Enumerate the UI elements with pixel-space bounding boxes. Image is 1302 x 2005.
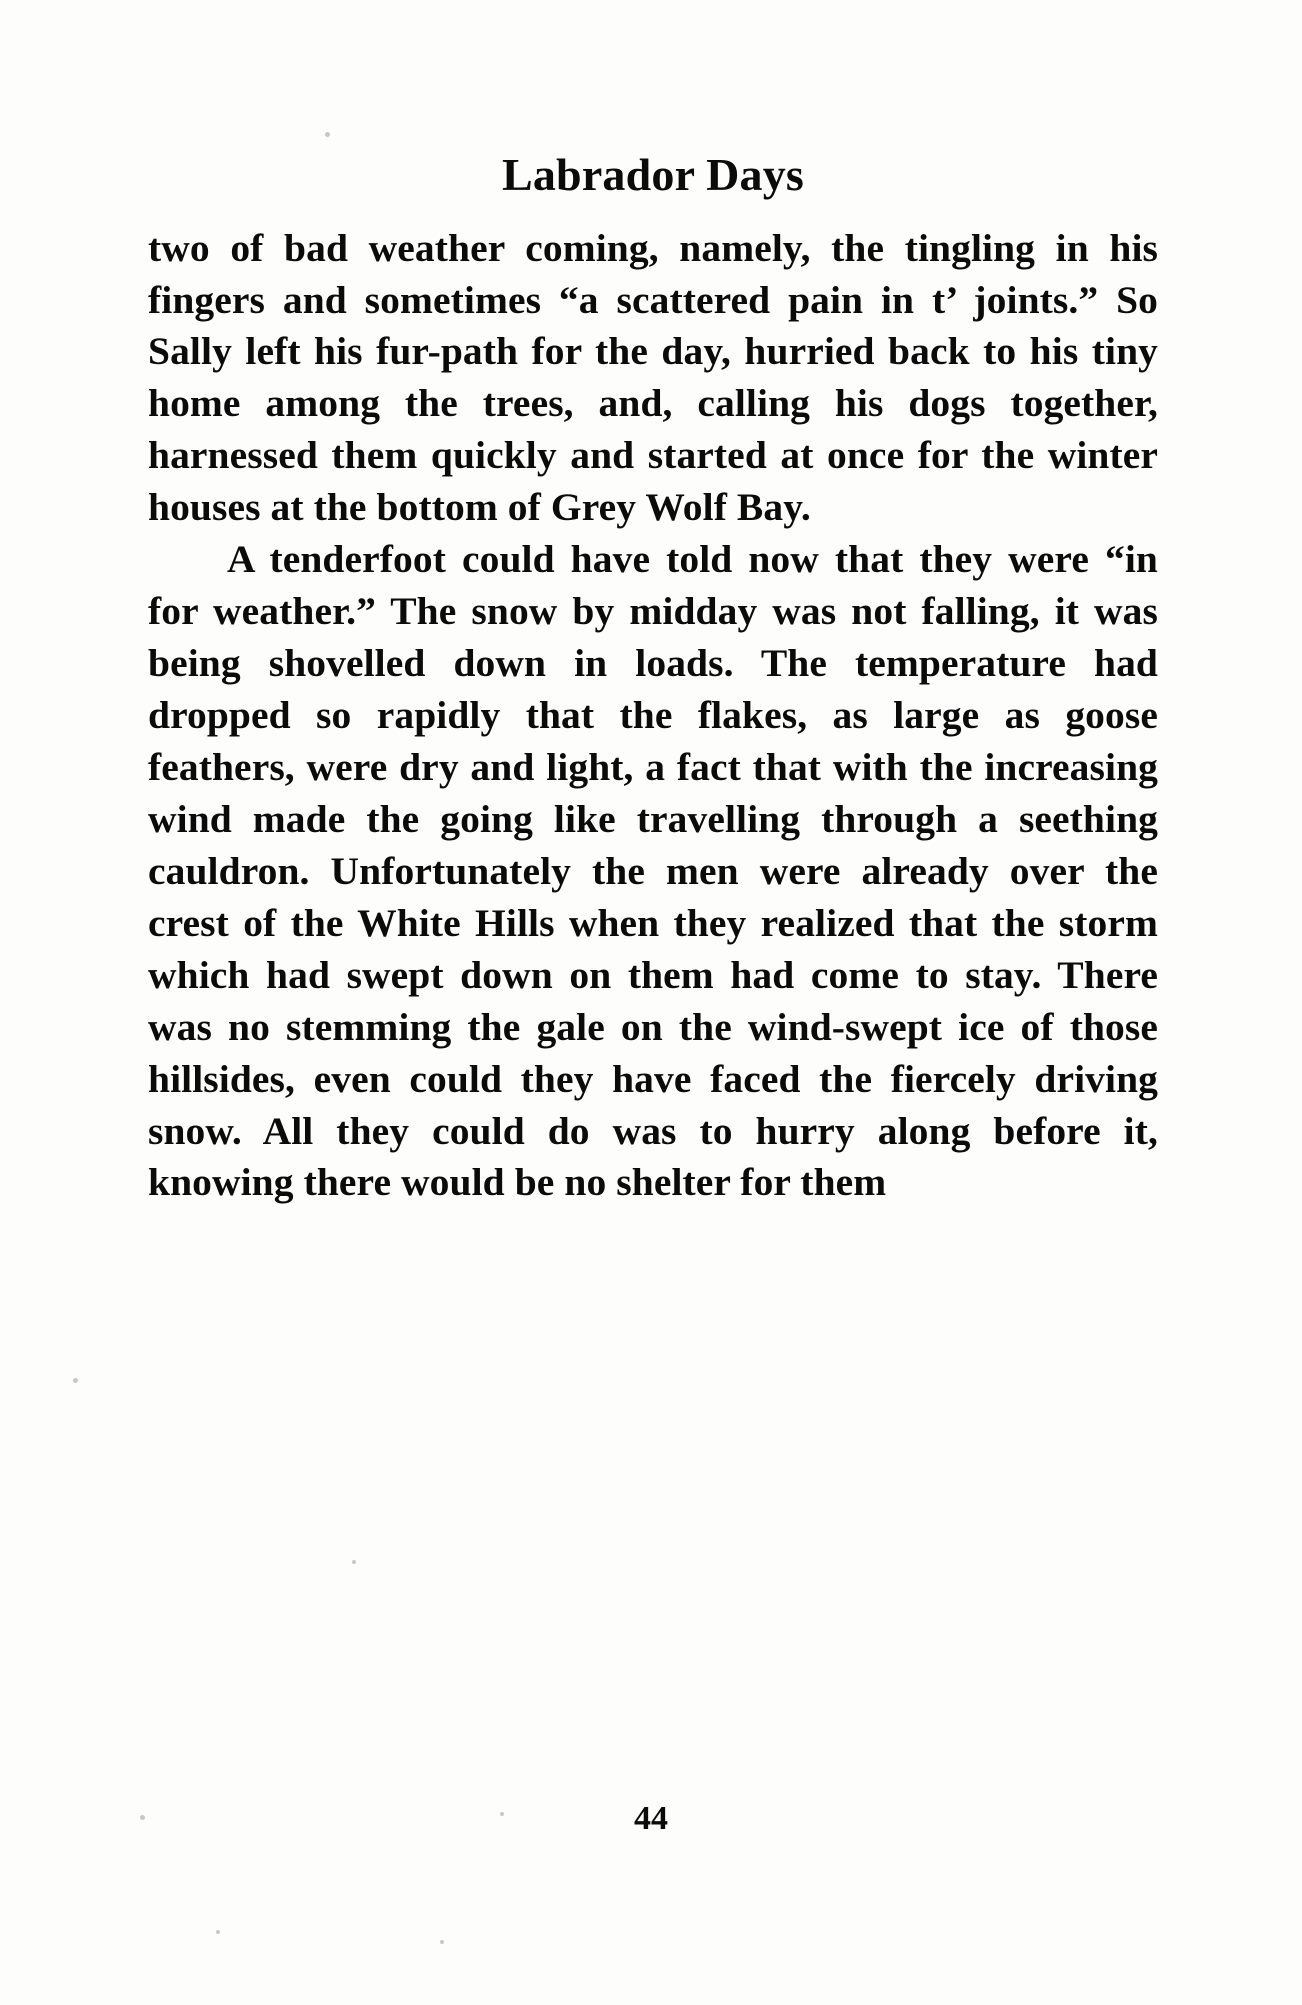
page-number: 44 [634,1800,668,1837]
body-text [148,223,1158,1210]
page-title: Labrador Days [501,149,805,200]
paper-speck [500,1812,504,1816]
page-text-block [148,150,1158,1209]
paragraph: two of bad weather coming, namely, the tingling in his fingers and sometimes “a scattered pain in t’ joints.” So Sally left his fur-path for the day, hurried back to his tiny home among the trees, and, calling his dogs together, harnessed them quickly and started at once for the winter houses at the bottom of Grey Wolf Bay. [148,225,1158,530]
paper-speck [73,1378,78,1383]
paper-speck [216,1930,220,1934]
paragraph: A tenderfoot could have told now that they were “in for weather.” The snow by midday was not falling, it was being shovelled down in loads. The temperature had dropped so rapidly that the flakes, as large as goose feathers, were dry and light, a fact that with the increasing wind made the going like travelling through a seething cauldron. Unfortunately the men were already over the crest of the White Hills when they realized that the storm which had swept down on them had come to stay. There was no stemming the gale on the wind-swept ice of those hillsides, even could they have faced the fiercely driving snow. All they could do was to hurry along before it, knowing there would be no shelter for them [148,537,1158,1205]
paper-speck [140,1815,145,1820]
paper-speck [325,132,330,137]
paper-speck [352,1560,356,1564]
paper-speck [440,1940,444,1944]
